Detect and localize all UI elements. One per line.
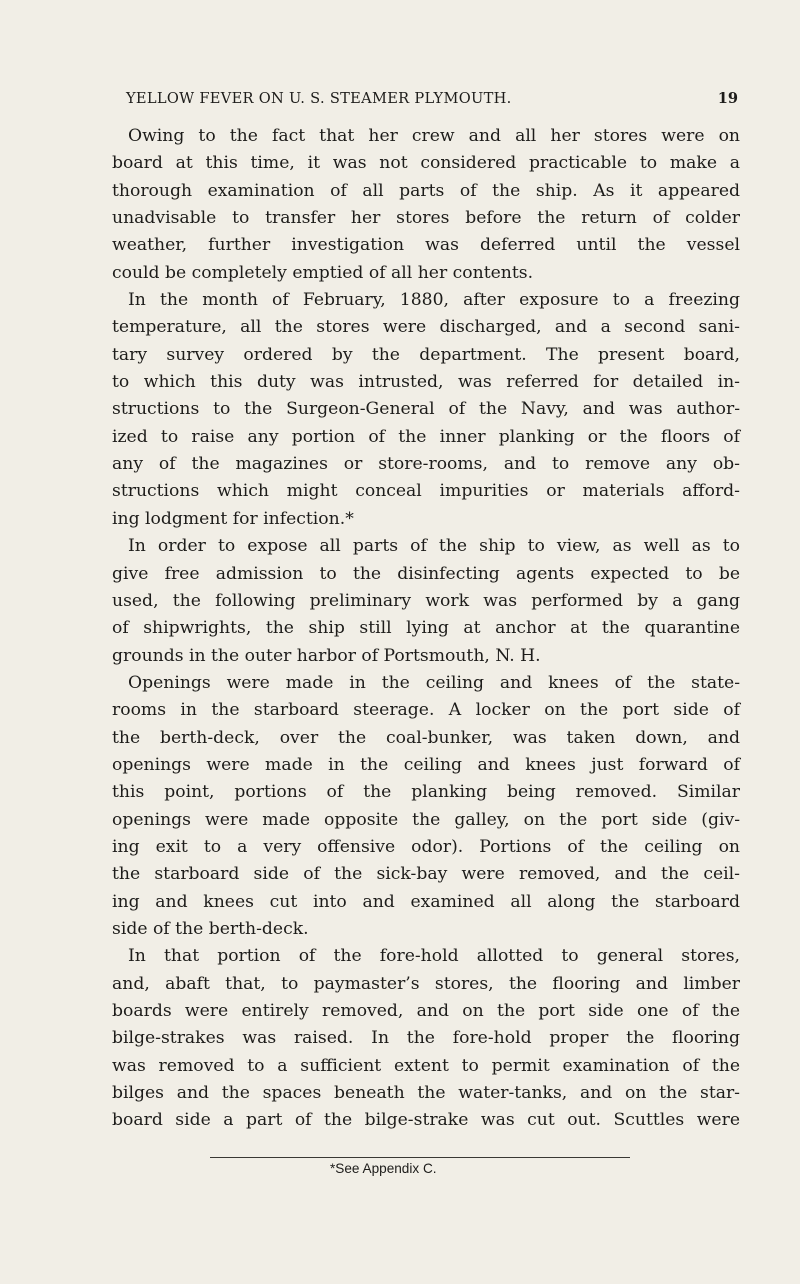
text-line: give free admission to the disinfecting agents expected to be xyxy=(112,563,740,584)
text-line: In order to expose all parts of the ship to view, as well as to xyxy=(128,536,740,557)
text-line: the berth-deck, over the coal-bunker, was taken down, and xyxy=(112,727,740,748)
text-line: this point, portions of the planking being removed. Similar xyxy=(112,782,740,803)
text-line: ized to raise any portion of the inner planking or the floors of xyxy=(112,426,740,447)
text-line: side of the berth-deck. xyxy=(112,918,309,939)
text-line: was removed to a sufficient extent to permit examination of the xyxy=(112,1055,740,1076)
text-line: In the month of February, 1880, after exposure to a freezing xyxy=(128,290,740,311)
text-line: structions which might conceal impurities or materials afford- xyxy=(112,481,740,502)
body-text xyxy=(112,123,740,1135)
text-line: bilges and the spaces beneath the water-tanks, and on the star- xyxy=(112,1083,740,1104)
text-line: of shipwrights, the ship still lying at anchor at the quarantine xyxy=(112,618,740,639)
text-line: ing and knees cut into and examined all along the starboard xyxy=(112,891,740,912)
text-line: openings were made in the ceiling and knees just forward of xyxy=(112,754,740,775)
text-line: board side a part of the bilge-strake was cut out. Scuttles were xyxy=(112,1110,740,1131)
text-line: structions to the Surgeon-General of the Navy, and was author- xyxy=(112,399,740,420)
text-line: weather, further investigation was deferred until the vessel xyxy=(112,235,740,256)
text-line: to which this duty was intrusted, was referred for detailed in- xyxy=(112,372,740,393)
text-line: Owing to the fact that her crew and all her stores were on xyxy=(128,126,740,146)
text-line: temperature, all the stores were discharged, and a second sani- xyxy=(112,317,740,338)
text-line: In that portion of the fore-hold allotted to general stores, xyxy=(128,946,740,967)
page-number: 19 xyxy=(717,90,738,107)
text-line: thorough examination of all parts of the ship. As it appeared xyxy=(112,180,740,201)
text-line: could be completely emptied of all her contents. xyxy=(112,262,534,283)
running-title: YELLOW FEVER ON U. S. STEAMER PLYMOUTH. xyxy=(126,90,512,107)
text-line: any of the magazines or store-rooms, and to remove any ob- xyxy=(112,454,740,475)
text-line: and, abaft that, to paymaster’s stores, the flooring and limber xyxy=(112,973,740,994)
footnote-rule xyxy=(210,1157,630,1158)
text-line: rooms in the starboard steerage. A locker on the port side of xyxy=(112,700,740,721)
text-line: the starboard side of the sick-bay were removed, and the ceil- xyxy=(112,864,740,885)
running-head xyxy=(126,90,738,114)
text-line: Openings were made in the ceiling and knees of the state- xyxy=(128,672,740,693)
text-line: board at this time, it was not considered practicable to make a xyxy=(112,153,740,174)
text-line: unadvisable to transfer her stores before the return of colder xyxy=(112,208,740,229)
text-line: ing lodgment for infection.* xyxy=(112,508,354,529)
text-line: openings were made opposite the galley, on the port side (giv- xyxy=(112,809,740,830)
text-line: tary survey ordered by the department. The present board, xyxy=(112,344,740,365)
text-line: grounds in the outer harbor of Portsmouth, N. H. xyxy=(112,645,541,666)
footnote: *See Appendix C. xyxy=(330,1161,437,1176)
text-line: ing exit to a very offensive odor). Portions of the ceiling on xyxy=(112,836,740,857)
text-line: used, the following preliminary work was performed by a gang xyxy=(112,590,740,611)
text-line: boards were entirely removed, and on the port side one of the xyxy=(112,1001,740,1021)
text-line: bilge-strakes was raised. In the fore-hold proper the flooring xyxy=(112,1028,740,1049)
